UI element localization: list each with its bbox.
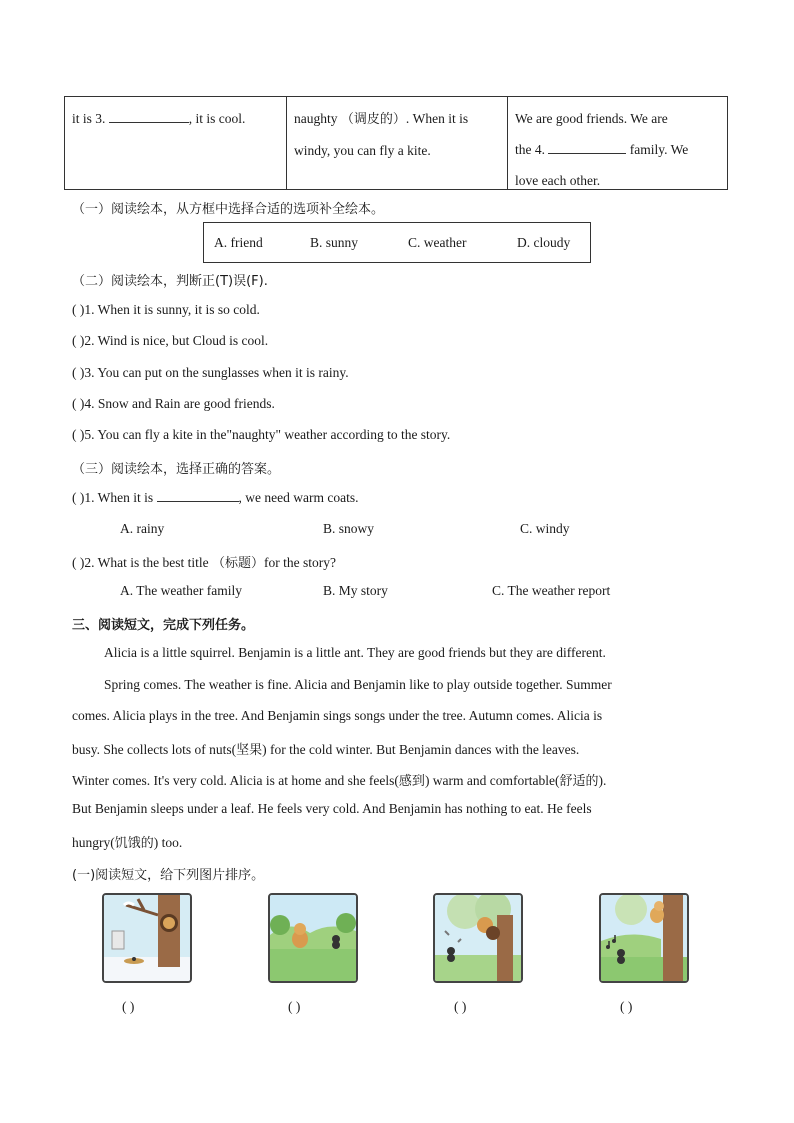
answer-paren[interactable]: ( ) bbox=[288, 999, 301, 1014]
table-cell-2 bbox=[287, 97, 508, 189]
answer-paren[interactable]: ( ) bbox=[72, 427, 85, 442]
p2-line4 bbox=[72, 770, 606, 789]
answer-paren[interactable]: ( ) bbox=[454, 999, 467, 1014]
cell2-line2: windy, you can fly a kite. bbox=[294, 143, 431, 158]
option-c: C. weather bbox=[408, 235, 467, 250]
tf-item bbox=[72, 365, 349, 381]
p2-line4-a: Winter comes. It's very cold. Alicia is at home and she feels( bbox=[72, 773, 399, 788]
p2-line1: Spring comes. The weather is fine. Alicia and Benjamin like to play outside together. Summer bbox=[104, 677, 612, 692]
tf-item bbox=[72, 333, 268, 349]
p2-line6-cjk: 饥饿的 bbox=[114, 836, 154, 851]
part2-heading: （二）阅读绘本，判断正(T)误(F). bbox=[72, 274, 268, 289]
blank-4[interactable] bbox=[548, 141, 626, 154]
tf-item bbox=[72, 396, 275, 412]
p2-line4-c: ). bbox=[598, 773, 607, 788]
table-cell-1 bbox=[65, 97, 287, 189]
p2-line4-b: ) warm and comfortable( bbox=[424, 773, 560, 788]
q2-option-a[interactable]: A. The weather family bbox=[120, 583, 242, 598]
tf-item bbox=[72, 427, 450, 443]
p2-line4-cjk1: 感到 bbox=[398, 774, 425, 789]
cell1-pre: it is 3. bbox=[72, 111, 106, 126]
cell2-naughty: naughty bbox=[294, 111, 338, 126]
section3-heading: 三、阅读短文，完成下列任务。 bbox=[72, 618, 255, 633]
p2-line3-a: busy. She collects lots of nuts( bbox=[72, 742, 237, 757]
answer-paren[interactable]: ( ) bbox=[72, 302, 85, 317]
cell2-when: . When it is bbox=[405, 111, 469, 126]
part1-heading: （一）阅读绘本，从方框中选择合适的选项补全绘本。 bbox=[72, 202, 385, 217]
q1-post: , we need warm coats. bbox=[238, 490, 359, 505]
cell3-line2-pre: the 4. bbox=[515, 142, 545, 157]
p2-line6-a: hungry( bbox=[72, 835, 115, 850]
autumn-picture bbox=[433, 893, 523, 983]
tf-item-text: 2. Wind is nice, but Cloud is cool. bbox=[84, 333, 269, 348]
q1-pre: 1. When it is bbox=[84, 490, 154, 505]
options-box bbox=[203, 222, 591, 263]
question-1 bbox=[72, 489, 358, 506]
answer-paren[interactable]: ( ) bbox=[72, 555, 85, 570]
answer-paren[interactable]: ( ) bbox=[72, 333, 85, 348]
q1-option-c[interactable]: C. windy bbox=[520, 521, 570, 536]
p2-line3-cjk: 坚果 bbox=[236, 743, 263, 758]
p2-line3 bbox=[72, 739, 579, 758]
summer-picture bbox=[599, 893, 689, 983]
p2-line6-b: ) too. bbox=[153, 835, 183, 850]
answer-paren[interactable]: ( ) bbox=[72, 490, 85, 505]
q2-option-b[interactable]: B. My story bbox=[323, 583, 388, 598]
option-d: D. cloudy bbox=[517, 235, 571, 250]
option-b: B. sunny bbox=[310, 235, 359, 250]
p2-line2: comes. Alicia plays in the tree. And Benjamin sings songs under the tree. Autumn comes. Alicia is bbox=[72, 708, 603, 723]
q1-option-b[interactable]: B. snowy bbox=[323, 521, 375, 536]
tf-item-text: 5. You can fly a kite in the"naughty" weather according to the story. bbox=[84, 427, 451, 442]
cell3-line3: love each other. bbox=[515, 173, 601, 188]
question-2 bbox=[72, 552, 336, 571]
p2-line4-cjk2: 舒适的 bbox=[559, 774, 599, 789]
blank-3[interactable] bbox=[109, 110, 189, 123]
q2-option-c[interactable]: C. The weather report bbox=[492, 583, 611, 598]
cell3-line2-post: family. We bbox=[629, 142, 689, 157]
table-cell-3 bbox=[508, 97, 727, 189]
option-a: A. friend bbox=[214, 235, 263, 250]
tf-item bbox=[72, 302, 260, 318]
answer-paren[interactable]: ( ) bbox=[122, 999, 135, 1014]
tf-item-text: 1. When it is sunny, it is so cold. bbox=[84, 302, 260, 317]
cell2-naughty-cjk: （调皮的） bbox=[340, 112, 406, 127]
task1-heading: (一)阅读短文，给下列图片排序。 bbox=[72, 868, 265, 883]
answer-paren[interactable]: ( ) bbox=[72, 396, 85, 411]
p2-line5: But Benjamin sleeps under a leaf. He feels very cold. And Benjamin has nothing to eat. He feels bbox=[72, 801, 592, 816]
spring-picture bbox=[268, 893, 358, 983]
part3-heading: （三）阅读绘本，选择正确的答案。 bbox=[72, 462, 281, 477]
q2-cjk: （标题） bbox=[211, 556, 264, 571]
winter-picture bbox=[102, 893, 192, 983]
q2-post: for the story? bbox=[264, 555, 336, 570]
tf-item-text: 4. Snow and Rain are good friends. bbox=[84, 396, 275, 411]
tf-item-text: 3. You can put on the sunglasses when it is rainy. bbox=[84, 365, 349, 380]
q1-blank[interactable] bbox=[157, 489, 239, 502]
answer-paren[interactable]: ( ) bbox=[72, 365, 85, 380]
q1-option-a[interactable]: A. rainy bbox=[120, 521, 165, 536]
p2-line6 bbox=[72, 832, 182, 851]
answer-paren[interactable]: ( ) bbox=[620, 999, 633, 1014]
p2-line3-b: ) for the cold winter. But Benjamin dances with the leaves. bbox=[262, 742, 580, 757]
paragraph-1: Alicia is a little squirrel. Benjamin is a little ant. They are good friends but they are different. bbox=[104, 645, 606, 660]
top-table bbox=[64, 96, 728, 190]
cell1-post: , it is cool. bbox=[188, 111, 246, 126]
cell3-line1: We are good friends. We are bbox=[515, 111, 668, 126]
q2-pre: 2. What is the best title bbox=[84, 555, 209, 570]
